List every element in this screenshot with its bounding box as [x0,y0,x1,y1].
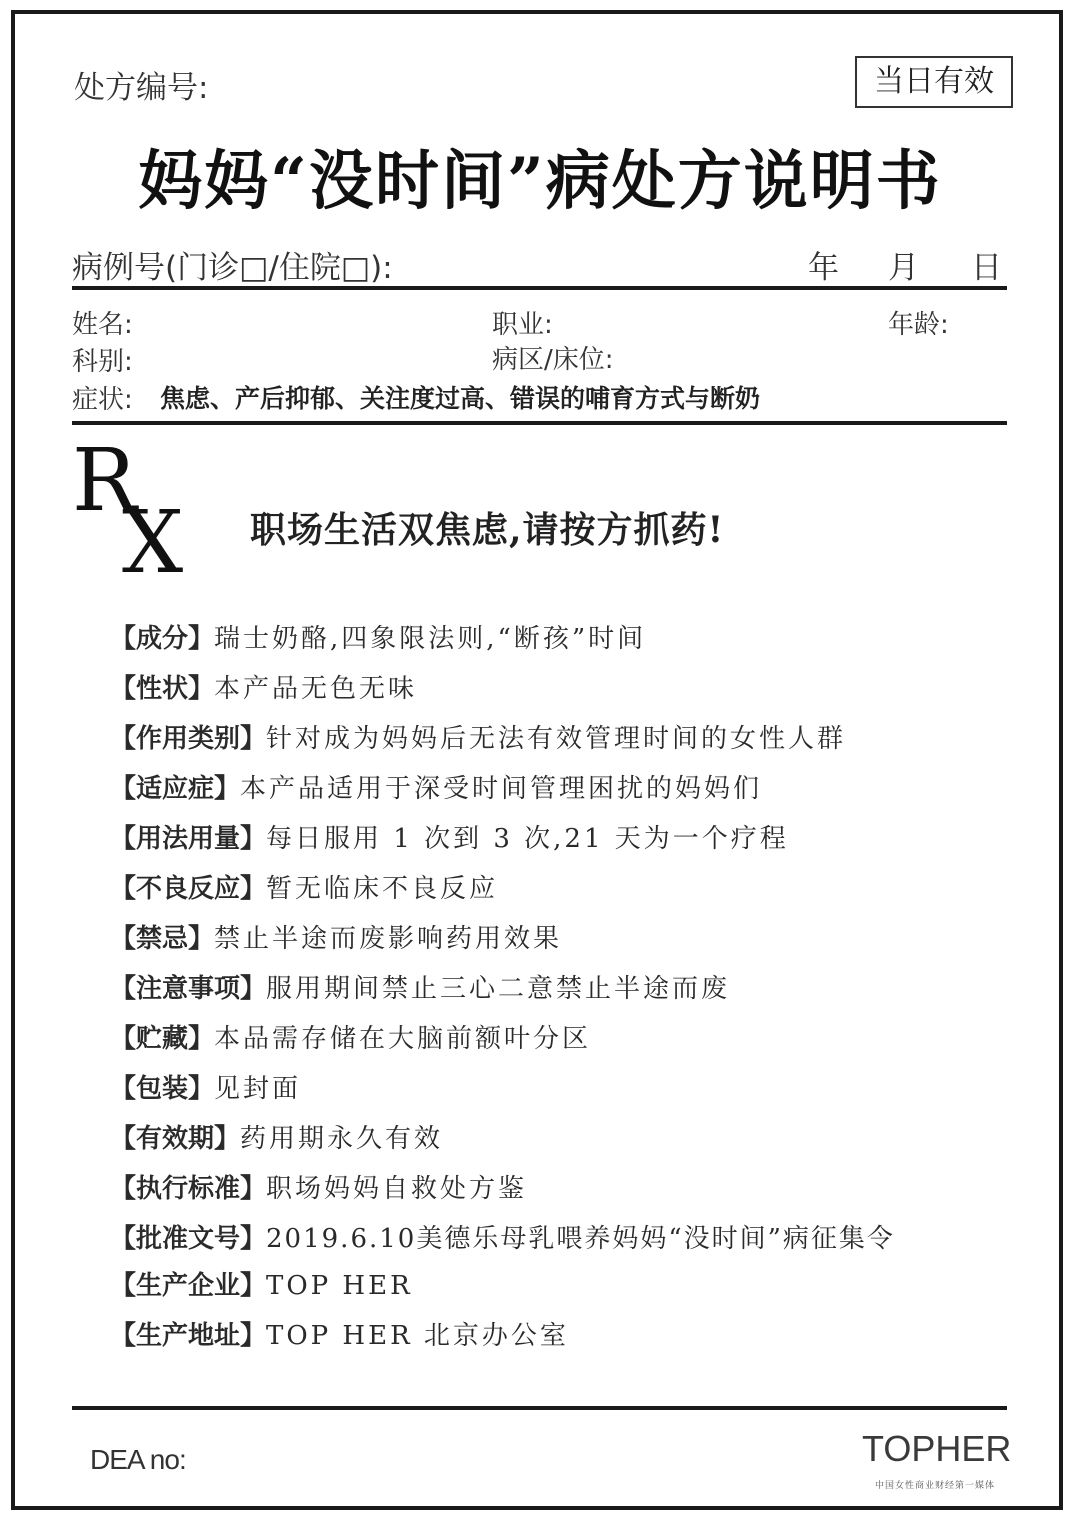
list-item: 【禁忌】禁止半途而废影响药用效果 [110,924,563,954]
list-item: 【生产地址】TOP HER 北京办公室 [110,1321,569,1351]
rx-letter-x: X [122,493,184,580]
symptoms-label: 症状: [72,385,133,415]
date-month-label: 月 [888,250,919,286]
name-label: 姓名: [72,310,133,340]
valid-today-badge: 当日有效 [855,56,1013,108]
occupation-label: 职业: [492,310,553,340]
department-label: 科别: [72,347,133,377]
list-item: 【用法用量】每日服用 1 次到 3 次,21 天为一个疗程 [110,824,789,854]
dea-number-label: DEA no: [90,1444,186,1475]
list-item: 【性状】本产品无色无味 [110,674,418,704]
case-number-row [72,240,1007,284]
prescription-number-label: 处方编号: [74,70,209,106]
list-item: 【生产企业】TOP HER [110,1271,413,1301]
topher-logo [862,1428,1012,1498]
case-number-label: 病例号(门诊□/住院□): [72,250,393,286]
list-item: 【注意事项】服用期间禁止三心二意禁止半途而废 [110,974,731,1004]
ward-bed-label: 病区/床位: [492,345,614,375]
rx-slogan: 职场生活双焦虑,请按方抓药! [250,509,725,551]
rx-letter-r: R [72,440,137,531]
list-item: 【包装】见封面 [110,1074,302,1104]
date-year-label: 年 [808,250,839,286]
list-item: 【执行标准】职场妈妈自救处方鉴 [110,1174,528,1204]
list-item: 【成分】瑞士奶酪,四象限法则,“断孩”时间 [110,624,647,654]
list-item: 【适应症】本产品适用于深受时间管理困扰的妈妈们 [110,774,763,804]
age-label: 年龄: [888,310,949,340]
list-item: 【贮藏】本品需存储在大脑前额叶分区 [110,1024,592,1054]
divider-top [72,286,1007,290]
logo-wordmark: TOPHER [862,1428,1012,1469]
list-item: 【不良反应】暂无临床不良反应 [110,874,499,904]
date-day-label: 日 [971,250,1002,286]
page-title: 妈妈“没时间”病处方说明书 [138,144,942,219]
symptoms-value: 焦虑、产后抑郁、关注度过高、错误的哺育方式与断奶 [160,384,761,413]
list-item: 【作用类别】针对成为妈妈后无法有效管理时间的女性人群 [110,724,847,754]
list-item: 【有效期】药用期永久有效 [110,1124,444,1154]
logo-tagline: 中国女性商业财经第一媒体 [874,1481,995,1491]
rx-icon [72,440,202,580]
list-item: 【批准文号】2019.6.10美德乐母乳喂养妈妈“没时间”病征集令 [110,1224,895,1254]
divider-bottom [72,1406,1007,1410]
divider-middle [72,421,1007,425]
